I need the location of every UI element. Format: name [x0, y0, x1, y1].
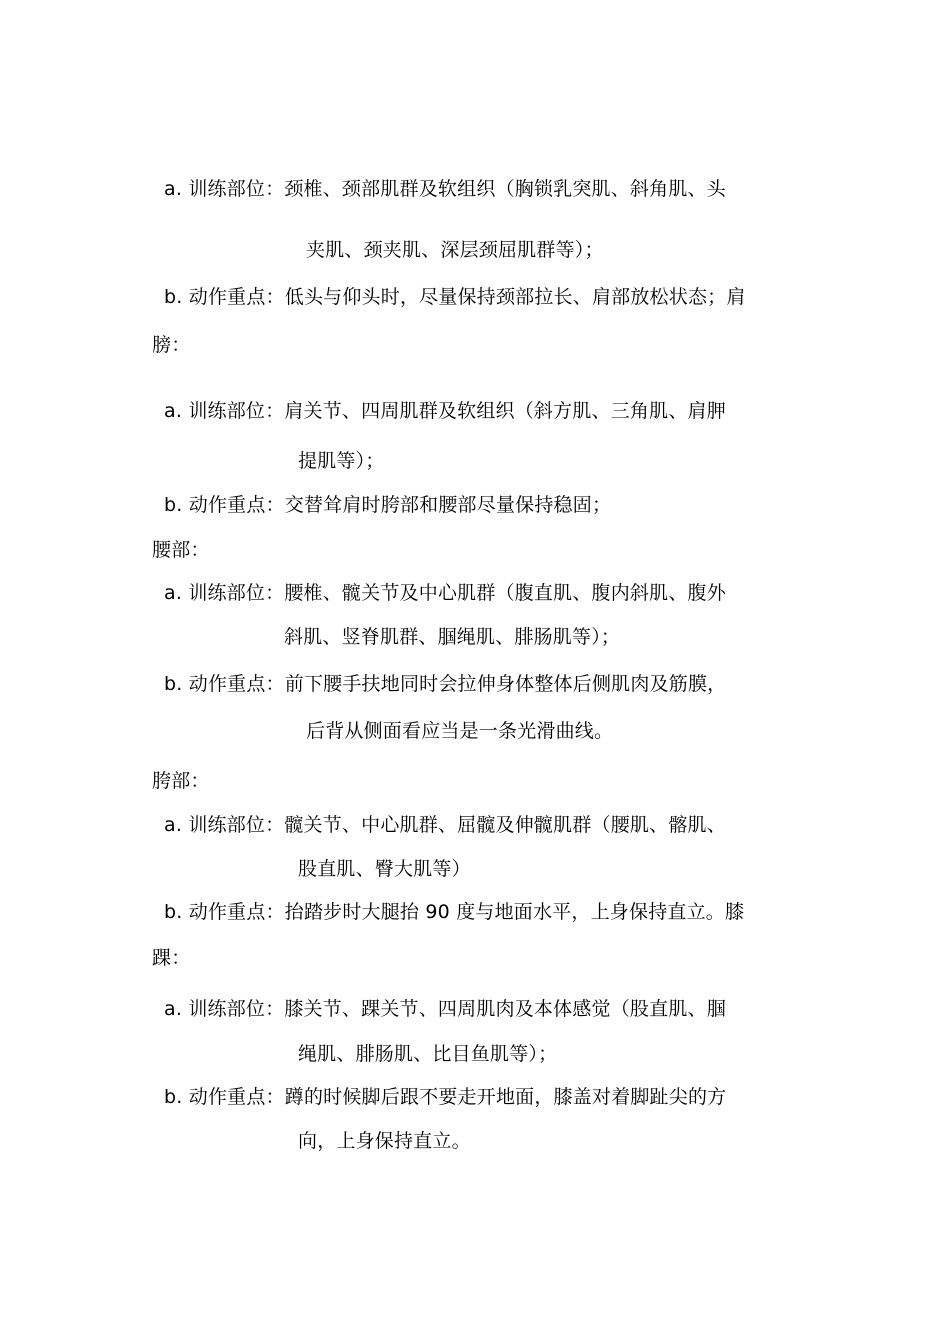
knee-ankle-action-key-line-2: 向，上身保持直立。 — [298, 1130, 471, 1152]
hip-training-area-line-1: a. 训练部位：髋关节、中心肌群、屈髋及伸髋肌群（腰肌、髂肌、 — [164, 814, 726, 836]
knee-ankle-action-key-line-1: b. 动作重点：蹲的时候脚后跟不要走开地面，膝盖对着脚趾尖的方 — [164, 1086, 727, 1108]
knee-ankle-training-area-line-2: 绳肌、腓肠肌、比目鱼肌等）； — [298, 1043, 558, 1065]
neck-training-area-line-1: a. 训练部位：颈椎、颈部肌群及软组织（胸锁乳突肌、斜角肌、头 — [164, 178, 726, 200]
neck-action-key-line-1: b. 动作重点：低头与仰头时，尽量保持颈部拉长、肩部放松状态；肩 — [164, 286, 746, 308]
waist-action-key-line-2: 后背从侧面看应当是一条光滑曲线。 — [306, 720, 614, 742]
waist-heading: 腰部： — [152, 539, 210, 561]
waist-training-area-line-2: 斜肌、竖脊肌群、腘绳肌、腓肠肌等）； — [284, 626, 621, 648]
hip-training-area-line-2: 股直肌、臀大肌等） — [298, 858, 471, 880]
waist-action-key-line-1: b. 动作重点：前下腰手扶地同时会拉伸身体整体后侧肌肉及筋膜， — [164, 673, 727, 695]
shoulder-heading: 膀： — [152, 334, 191, 356]
waist-training-area-line-1: a. 训练部位：腰椎、髋关节及中心肌群（腹直肌、腹内斜肌、腹外 — [164, 582, 726, 604]
knee-ankle-heading: 踝： — [152, 947, 191, 969]
shoulder-action-key-line-1: b. 动作重点：交替耸肩时胯部和腰部尽量保持稳固； — [164, 494, 612, 516]
hip-action-key-line-1: b. 动作重点：抬踏步时大腿抬 90 度与地面水平，上身保持直立。膝 — [164, 901, 745, 923]
neck-training-area-line-2: 夹肌、颈夹肌、深层颈屈肌群等）； — [306, 239, 604, 261]
hip-heading: 胯部： — [152, 770, 210, 792]
knee-ankle-training-area-line-1: a. 训练部位：膝关节、踝关节、四周肌肉及本体感觉（股直肌、腘 — [164, 998, 726, 1020]
shoulder-training-area-line-1: a. 训练部位：肩关节、四周肌群及软组织（斜方肌、三角肌、肩胛 — [164, 400, 726, 422]
shoulder-training-area-line-2: 提肌等）； — [298, 450, 385, 472]
